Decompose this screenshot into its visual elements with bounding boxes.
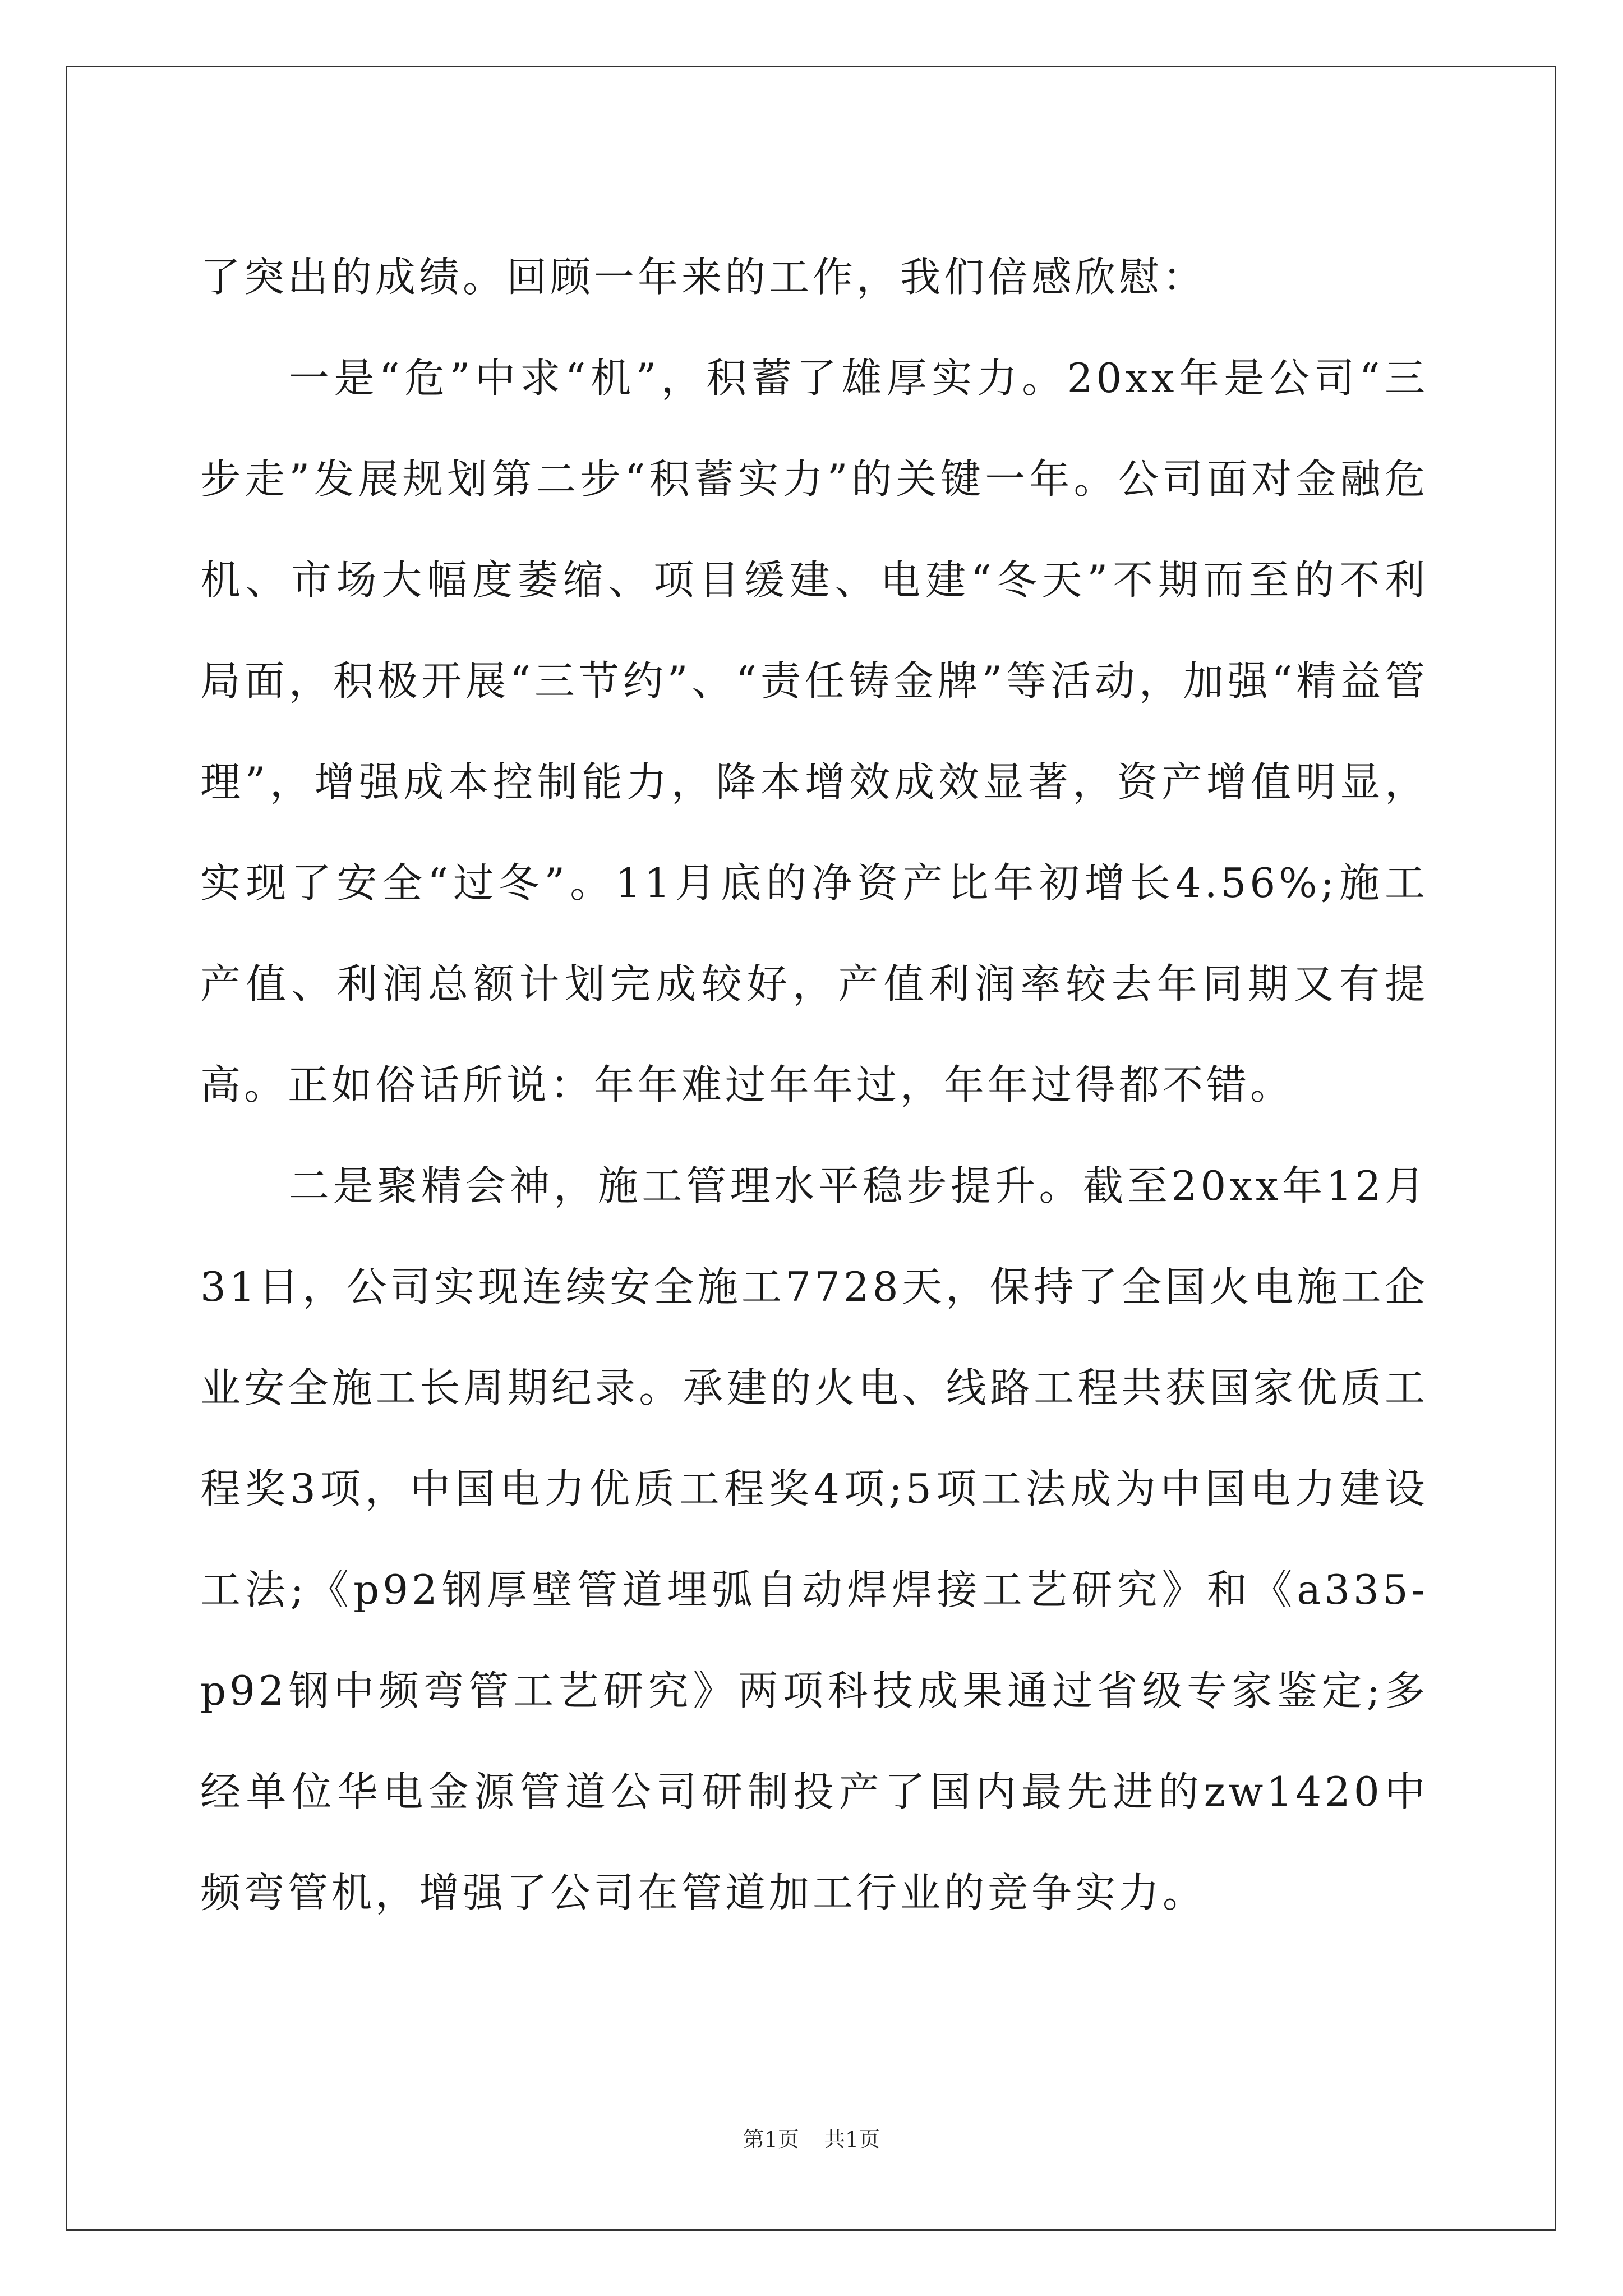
document-body [200, 227, 1428, 1943]
paragraph-point-two: 二是聚精会神，施工管理水平稳步提升。截至20xx年12月31日，公司实现连续安全施工7728天，保持了全国火电施工企业安全施工长周期纪录。承建的火电、线路工程共获国家优质工程奖3项，中国电力优质工程奖4项;5项工法成为中国电力建设工法;《p92钢厚壁管道埋弧自动焊焊接工艺研究》和《a335-p92钢中频弯管工艺研究》两项科技成果通过省级专家鉴定;多经单位华电金源管道公司研制投产了国内最先进的zw1420中频弯管机，增强了公司在管道加工行业的竞争实力。 [200, 1162, 1428, 1916]
paragraph-continuation: 了突出的成绩。回顾一年来的工作，我们倍感欣慰： [200, 254, 1207, 301]
page-total: 共1页 [824, 2127, 880, 2152]
paragraph-point-one: 一是“危”中求“机”，积蓄了雄厚实力。20xx年是公司“三步走”发展规划第二步“积蓄实力”的关键一年。公司面对金融危机、市场大幅度萎缩、项目缓建、电建“冬天”不期而至的不利局面，积极开展“三节约”、“责任铸金牌”等活动，加强“精益管理”，增强成本控制能力，降本增效成效显著，资产增值明显，实现了安全“过冬”。11月底的净资产比年初增长4.56%;施工产值、利润总额计划完成较好，产值利润率较去年同期又有提高。正如俗话所说：年年难过年年过，年年过得都不错。 [200, 355, 1428, 1108]
page-number: 第1页 [743, 2127, 799, 2152]
page-footer [0, 2124, 1623, 2155]
